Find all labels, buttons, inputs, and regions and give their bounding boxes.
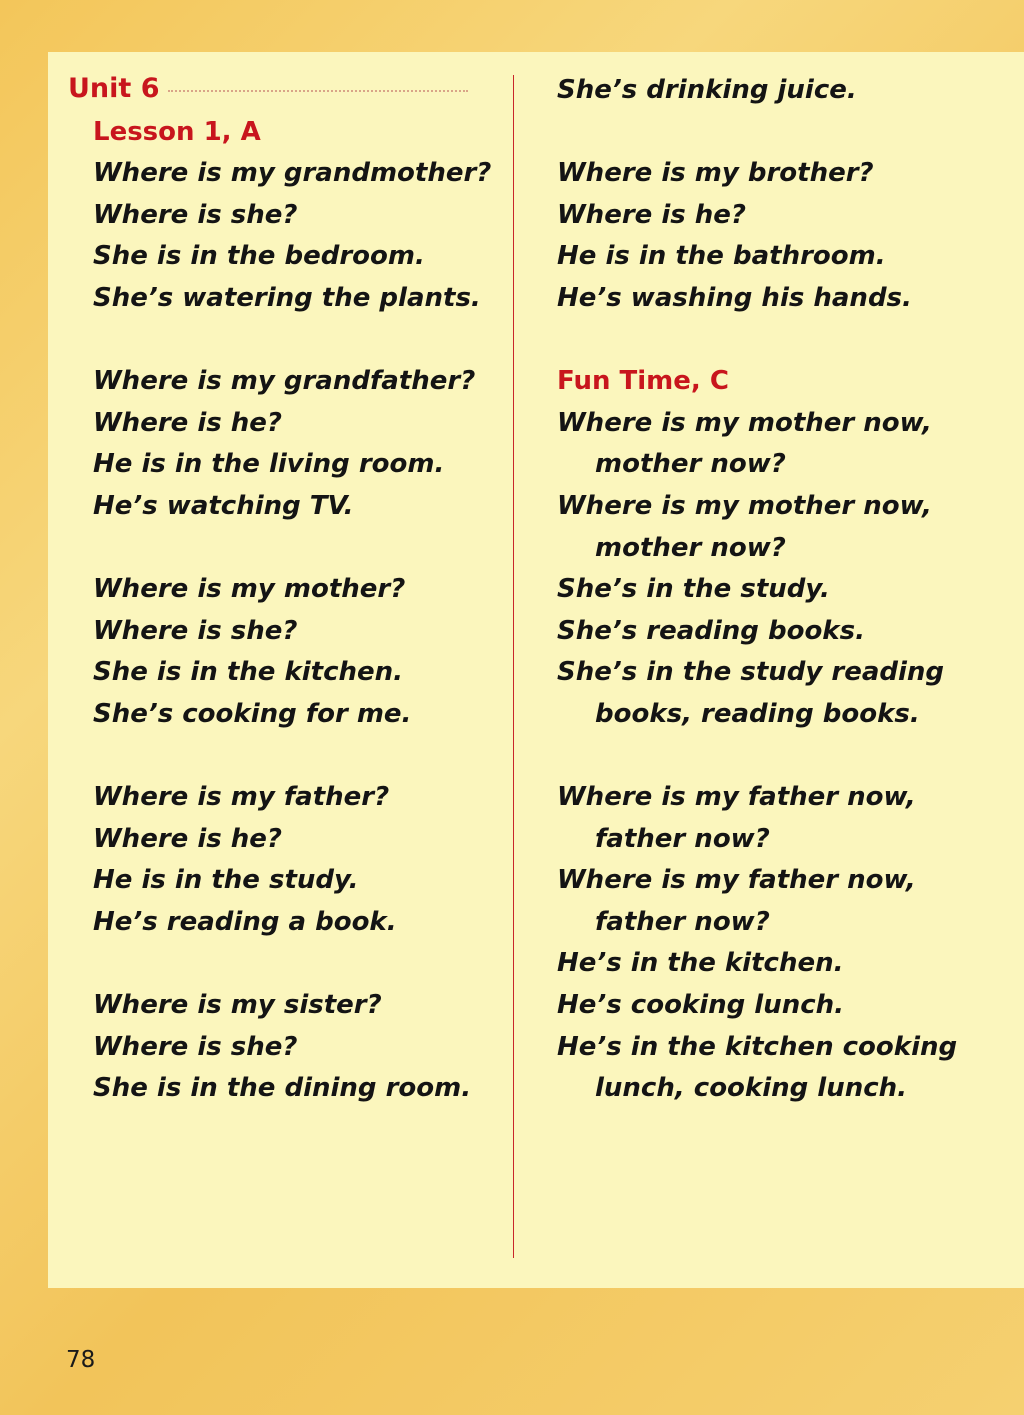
text-line: She is in the bedroom. [93,241,425,272]
left-column [93,70,513,1110]
text-line: Where is he? [557,199,746,230]
spacer [93,320,513,362]
text-line: He’s in the kitchen. [557,948,844,979]
column-divider [513,75,514,1258]
text-line: lunch, cooking lunch. [595,1073,908,1104]
text-line: He’s in the kitchen cooking [557,1031,958,1062]
right-column [557,70,997,1110]
text-line: He is in the study. [93,865,359,896]
text-line: He’s cooking lunch. [557,990,845,1021]
text-line: Where is my father? [93,782,390,813]
text-line: Where is she? [93,615,298,646]
text-line: He’s reading a book. [93,906,397,937]
text-line: She is in the dining room. [93,1073,472,1104]
text-line: Where is he? [93,407,282,438]
text-line: father now? [595,906,770,937]
text-line: Where is my father now, [557,865,916,896]
spacer [93,736,513,778]
text-line: She’s in the study. [557,574,830,605]
text-line: Where is my mother? [93,574,406,605]
text-line: Where is my brother? [557,158,874,189]
text-line: Where is she? [93,199,298,230]
text-line: books, reading books. [595,698,920,729]
page-number: 78 [66,1347,96,1373]
text-line: He’s watching TV. [93,490,354,521]
text-line: He is in the bathroom. [557,241,886,272]
text-line: She’s cooking for me. [93,698,412,729]
text-line: father now? [595,823,770,854]
text-line: Where is my mother now, [557,490,932,521]
text-line: She’s drinking juice. [557,75,857,105]
text-line: Where is my sister? [93,990,382,1021]
text-line: She’s reading books. [557,615,865,646]
unit-title: Unit 6 [68,73,160,104]
spacer [557,320,997,362]
text-line: Where is my father now, [557,782,916,813]
text-line: She’s in the study reading [557,657,945,688]
spacer [557,112,997,154]
spacer [93,528,513,570]
spacer [93,70,513,112]
text-line: mother now? [595,449,786,480]
text-line: Where is my grandfather? [93,366,476,397]
text-line: She’s watering the plants. [93,282,481,313]
spacer [93,943,513,985]
text-line: Where is she? [93,1031,298,1062]
text-line: She is in the kitchen. [93,657,404,688]
text-line: Where is he? [93,823,282,854]
text-line: He is in the living room. [93,449,445,480]
text-line: Where is my mother now, [557,407,932,438]
text-line: He’s washing his hands. [557,282,912,313]
spacer [557,736,997,778]
text-line: mother now? [595,532,786,563]
text-line: Where is my grandmother? [93,158,492,189]
lesson-heading: Lesson 1, A [93,116,261,147]
fun-time-heading: Fun Time, C [557,366,729,397]
